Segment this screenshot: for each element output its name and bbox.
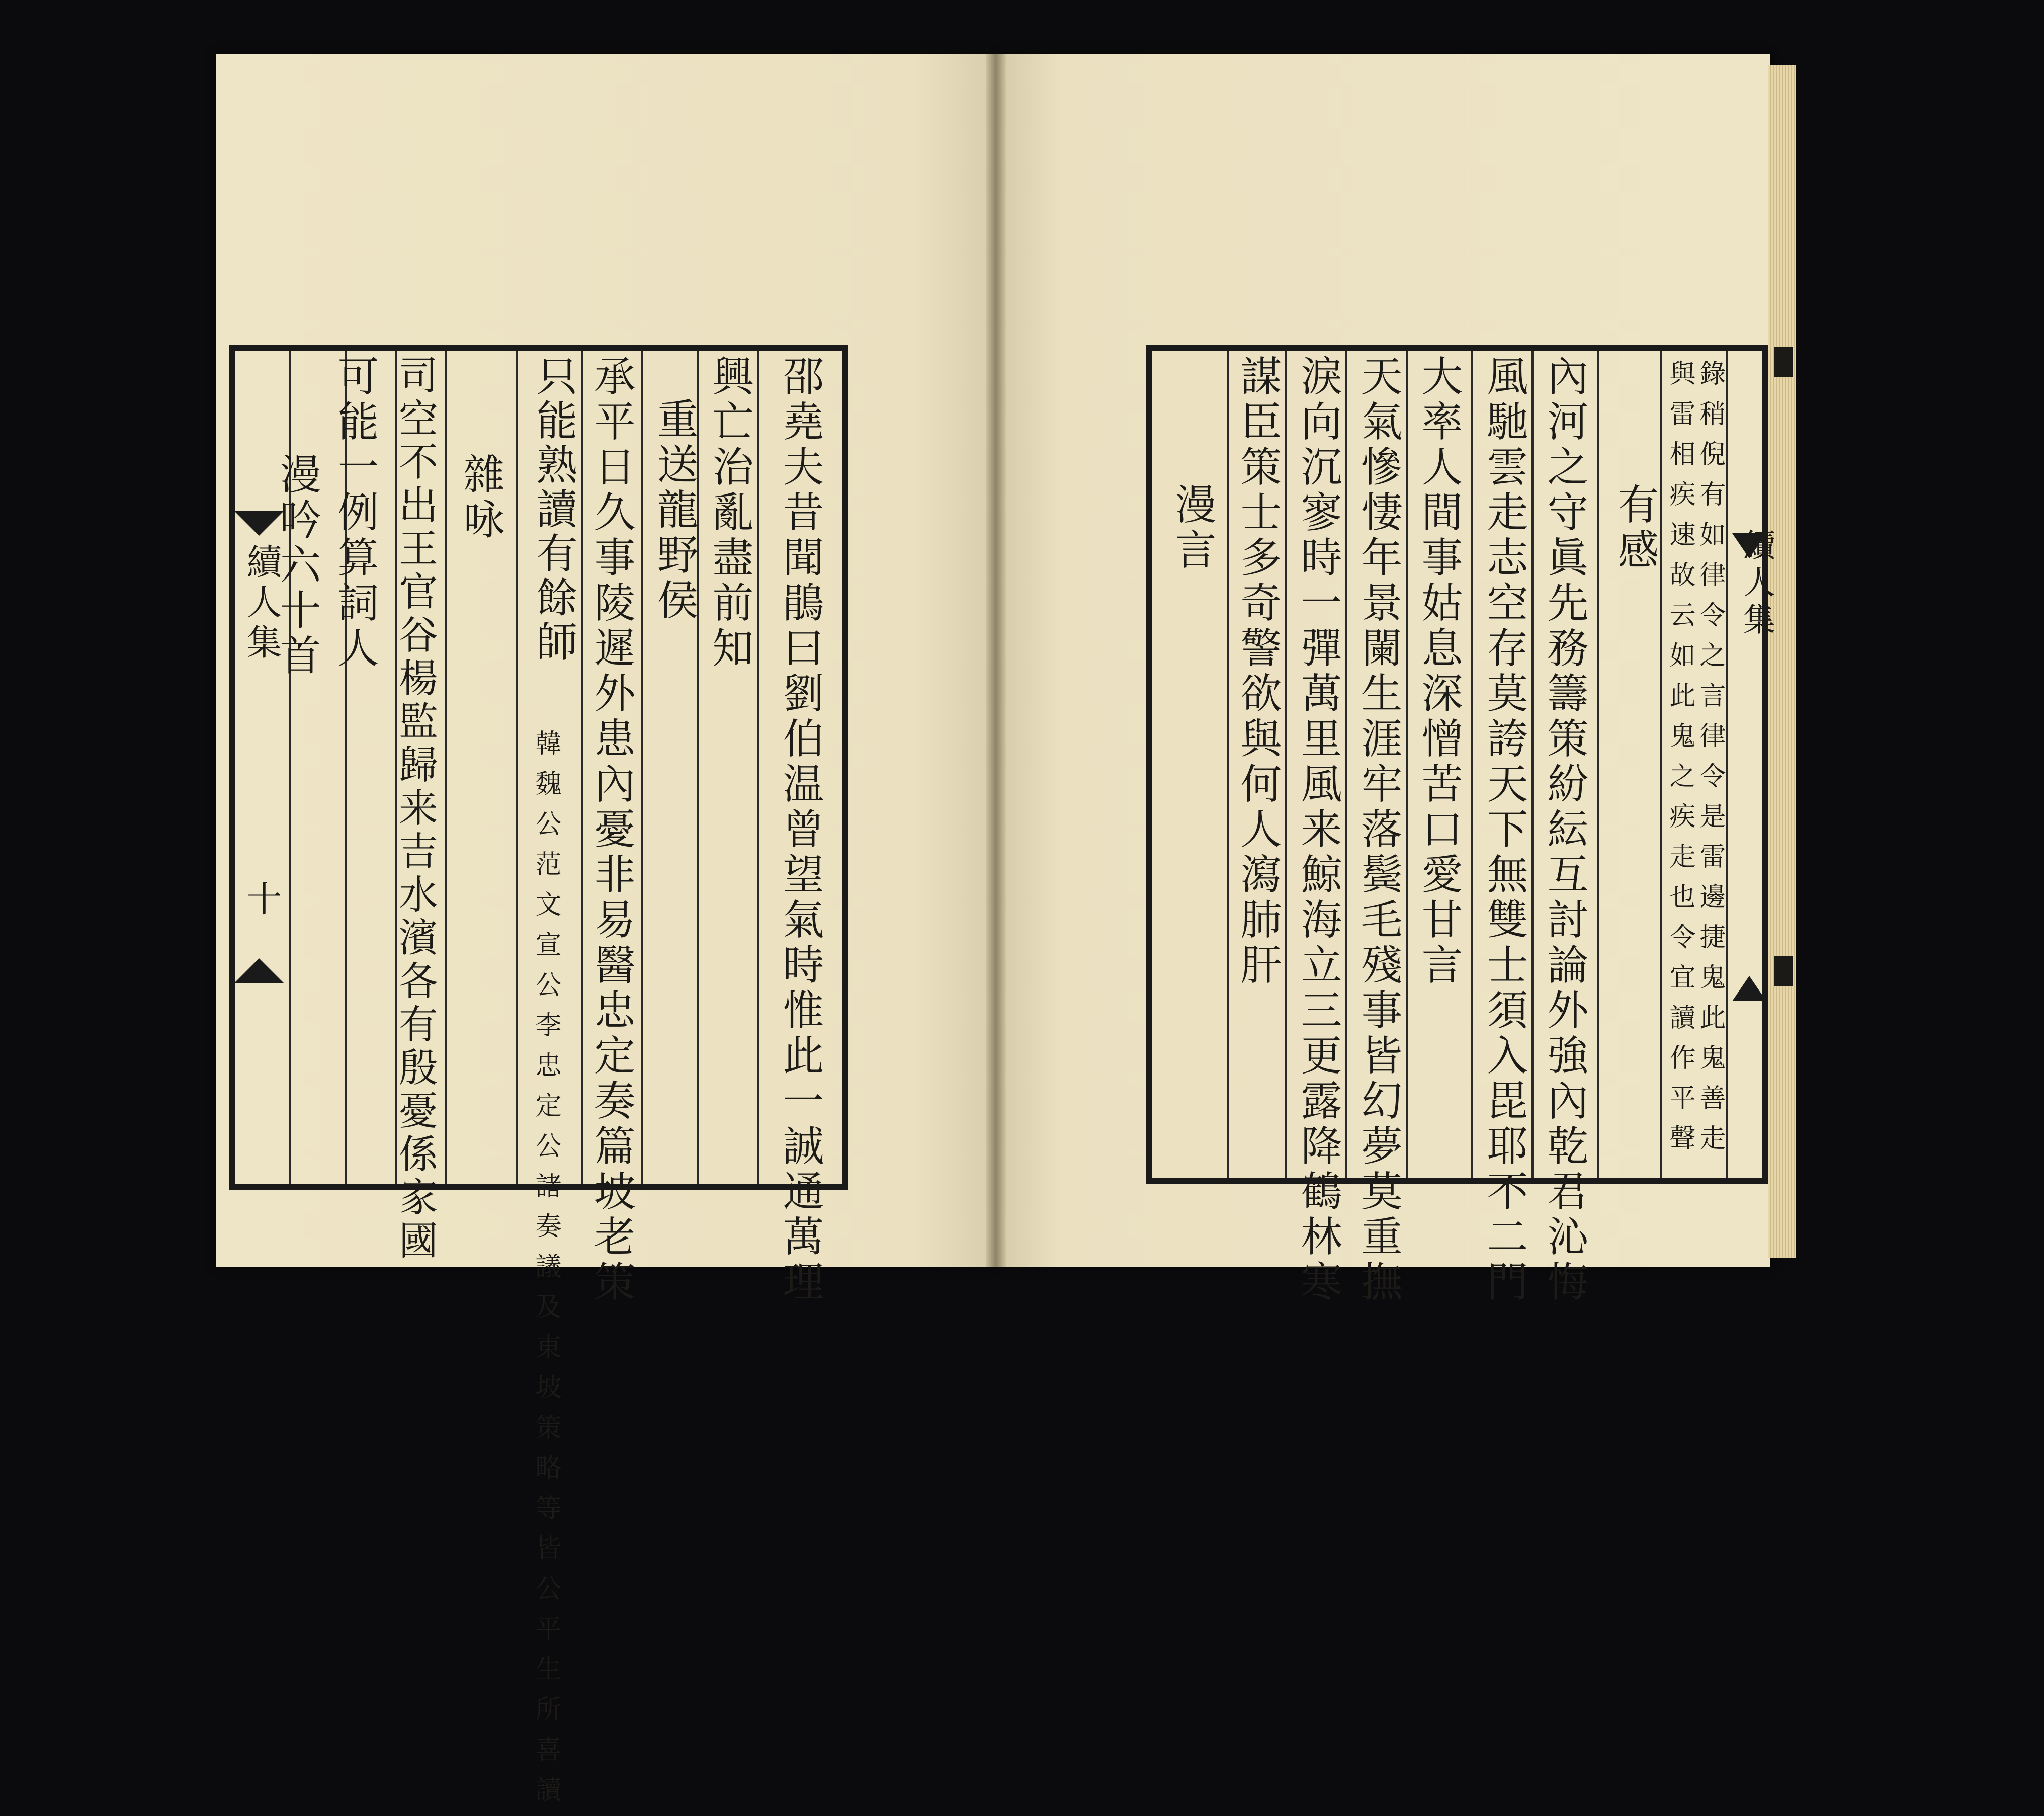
right-rule: [1345, 351, 1347, 1178]
text-column-heading: 雜咏: [457, 453, 504, 543]
text-column: 邵堯夫昔聞鵑曰劉伯温曾望氣時惟此一誠通萬理: [776, 355, 824, 1305]
book-gutter: [986, 54, 1006, 1267]
text-column-heading: 漫吟六十首: [273, 453, 321, 679]
left-center-title: 續人集: [241, 543, 282, 664]
text-column: 司空不出王官谷楊監歸来吉水濱各有殷憂係家國: [392, 355, 438, 1263]
right-rule: [1660, 351, 1662, 1178]
left-folio: 十: [241, 880, 282, 921]
text-column: 只能熟讀有餘師: [530, 355, 577, 665]
text-column: 風馳雲走志空存莫誇天下無雙士須入毘耶不二門: [1480, 355, 1528, 1305]
left-rule: [757, 351, 759, 1184]
right-rule: [1227, 351, 1229, 1178]
right-rule: [1471, 351, 1473, 1178]
left-rule: [581, 351, 583, 1184]
left-rule: [641, 351, 643, 1184]
edge-marker-bottom: [1774, 956, 1793, 986]
text-column: 大率人間事姑息深憎苦口愛甘言: [1415, 355, 1463, 988]
text-column: 謀臣策士多奇警欲與何人瀉肺肝: [1234, 355, 1282, 988]
edge-marker-top: [1774, 347, 1793, 377]
right-rule: [1285, 351, 1287, 1178]
text-annotation: 韓魏公范文宣公李忠定公諸奏議及東坡策略等皆公平生所喜讀: [531, 729, 561, 1816]
text-column-heading: 重送龍野侯: [650, 397, 698, 624]
text-column-heading: 漫言: [1168, 483, 1216, 573]
text-annotation: 錄稍倪有如律令之言律令是雷邊捷鬼此鬼善走: [1695, 360, 1725, 1165]
left-rule: [445, 351, 447, 1184]
right-rule: [1531, 351, 1534, 1178]
text-column: 可能一例算詞人: [331, 355, 379, 672]
text-column: 承平日久事陵遲外患內憂非易醫忠定奏篇坡老策: [587, 355, 635, 1305]
text-column: 淚向沉寥時一彈萬里風来鯨海立三更露降鶴林寒: [1294, 355, 1342, 1305]
text-column: 興亡治亂盡前知: [706, 355, 753, 672]
text-column: 內河之守眞先務籌策紛紜互討論外強內乾君沁悔: [1541, 355, 1588, 1305]
text-column-heading: 有感: [1611, 483, 1659, 573]
left-rule: [516, 351, 518, 1184]
right-rule: [1406, 351, 1408, 1178]
text-column: 天氣慘悽年景闌生涯牢落鬓毛殘事皆幻夢莫重撫: [1354, 355, 1402, 1305]
right-center-title: 續人集: [1738, 528, 1775, 640]
right-rule: [1597, 351, 1599, 1178]
fish-tail-marks-icon: [1730, 347, 1768, 1182]
text-annotation: 與雷相疾速故云如此鬼之疾走也令宜讀作平聲: [1665, 360, 1695, 1165]
page-edge-stack: [1768, 65, 1796, 1258]
